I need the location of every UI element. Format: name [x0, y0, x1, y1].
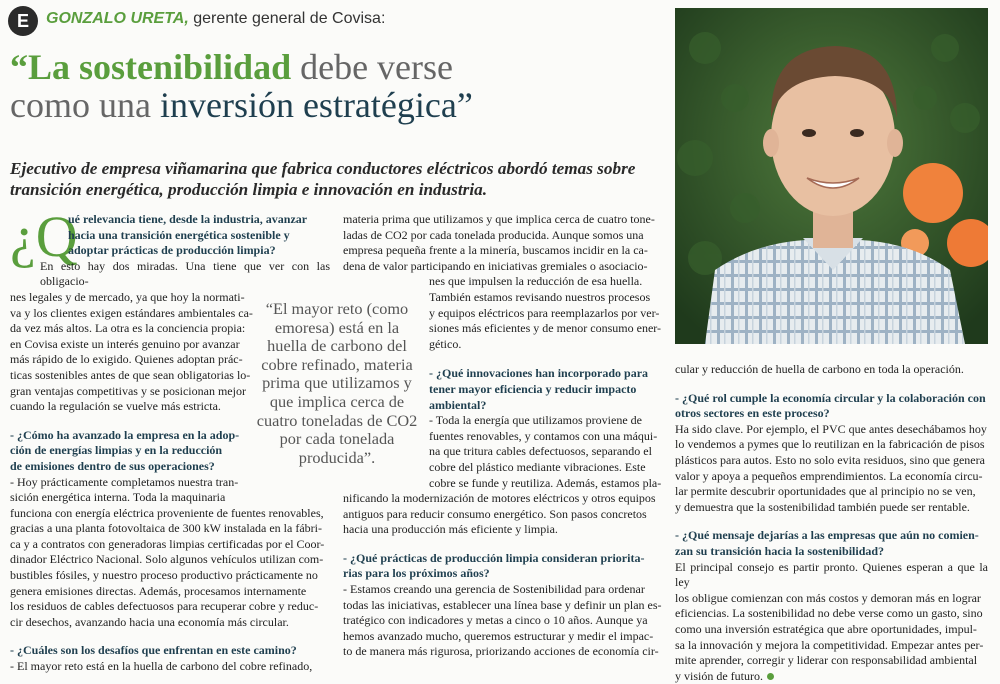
- answer-2-line: bustibles fósiles, y nuestro proceso productivo prácticamente no: [10, 568, 318, 583]
- answer-7-line: El principal consejo es partir pronto. Quienes esperan a que la ley: [675, 559, 988, 590]
- answer-2-line: cir desechos, avanzando hacia una economía más circular.: [10, 614, 289, 629]
- answer-6-line: plásticos para autos. Esto no solo evita residuos, sino que genera: [675, 452, 985, 467]
- answer-1-line: va y los clientes exigen estándares ambientales ca-: [10, 305, 253, 320]
- interviewee-role: gerente general de Covisa:: [188, 10, 386, 27]
- question-1-line: hacia una transición energética sostenible y: [68, 227, 290, 242]
- answer-4-line: cobre se funde y reutiliza. Además, estamos pla-: [429, 475, 662, 490]
- question-5-line: - ¿Qué prácticas de producción limpia consideran priorita-: [343, 550, 645, 565]
- answer-1-line: ticas sostenibles antes de que sean obligatorias lo-: [10, 367, 251, 382]
- question-2-line: - ¿Cómo ha avanzado la empresa en la adop-: [10, 427, 240, 442]
- answer-5-line: to de manera más rigurosa, priorizando acciones de economía cir-: [343, 644, 659, 659]
- headline-part3: como una: [10, 85, 160, 125]
- answer-4-line: cobre del plástico mediante vibraciones. Este: [429, 459, 646, 474]
- answer-6-line: valor y apoya a pequeños emprendimientos. La economía circu-: [675, 468, 983, 483]
- question-5-line: rias para los próximos años?: [343, 566, 490, 581]
- question-4-line: tener mayor eficiencia y reducir impacto: [429, 381, 637, 396]
- answer-6-line: y demuestra que la sostenibilidad también puede ser rentable.: [675, 499, 970, 514]
- answer-4-line: fuentes renovables, y contamos con una máqui-: [429, 428, 658, 443]
- answer-5-line: todas las iniciativas, establecer una línea base y definir un plan es-: [343, 597, 662, 612]
- pull-quote: “El mayor reto (como emoresa) está en la huella de carbono del cobre refinado, materia prima que utilizamos y que implica cerca de cuatro toneladas de CO2 por cada tonelada producida”.: [256, 299, 418, 467]
- answer-2-line: dinador Eléctrico Nacional. Solo algunos vehículos utilizan com-: [10, 552, 324, 567]
- answer-1-line: cuando la regulación se vuelve más estricta.: [10, 399, 221, 414]
- answer-3-line: nes que impulsen la reducción de esa huella.: [429, 274, 643, 289]
- answer-3-line: siones más eficientes y de menor consumo ener-: [429, 321, 662, 336]
- drop-cap: ¿Q: [10, 204, 78, 269]
- byline: [46, 10, 385, 28]
- answer-3-line: También estamos revisando nuestros procesos: [429, 289, 651, 304]
- answer-3-line: dena de valor participando en iniciativas gremiales o asociacio-: [343, 258, 648, 273]
- answer-3-line: - El mayor reto está en la huella de carbono del cobre refinado,: [10, 659, 313, 674]
- question-4-line: - ¿Qué innovaciones han incorporado para: [429, 366, 649, 381]
- answer-4-line: na que tritura cables defectuosos, separando el: [429, 444, 652, 459]
- answer-7-line: los obligue comienzan con más costos y demoran más en lograr: [675, 590, 981, 605]
- end-mark-icon: [767, 673, 774, 680]
- answer-1-line: da vez más altos. La otra es la conciencia propia:: [10, 321, 246, 336]
- interviewee-photo: [675, 8, 988, 344]
- question-2-line: de emisiones dentro de sus operaciones?: [10, 458, 215, 473]
- answer-4-line: - Toda la energía que utilizamos proviene de: [429, 413, 642, 428]
- headline-part2: debe verse: [291, 47, 454, 87]
- answer-2-line: sición energética interna. Toda la maquinaria: [10, 490, 226, 505]
- answer-2-line: funciona con energía eléctrica proveniente de fuentes renovables,: [10, 505, 324, 520]
- answer-2-line: gracias a una planta fotovoltaica de 300 kW instalada en la fábri-: [10, 521, 322, 536]
- answer-2-line: ca y a contratos con generadoras limpias certificadas por el Coor-: [10, 536, 325, 551]
- answer-3-line: gético.: [429, 336, 462, 351]
- answer-6-line: lar permite descubrir oportunidades que al principio no se ven,: [675, 484, 976, 499]
- question-7-line: zan su transición hacia la sostenibilidad?: [675, 543, 885, 558]
- answer-5-line: - Estamos creando una gerencia de Sostenibilidad para ordenar: [343, 582, 645, 597]
- headline-part1: “La sostenibilidad: [10, 47, 292, 87]
- answer-2-line: los residuos de cables defectuosos para recuperar cobre y reduc-: [10, 599, 319, 614]
- answer-7-last-line: y visión de futuro.: [675, 668, 763, 683]
- answer-4-line: nificando la modernización de motores eléctricos y otros equipos: [343, 491, 656, 506]
- column-2: [343, 212, 663, 660]
- answer-4-line: hacia una producción más eficiente y limpia.: [343, 522, 558, 537]
- answer-7-line: como una inversión estratégica que abre oportunidades, impul-: [675, 621, 977, 636]
- answer-7-line: sa la innovación y mejora la competitividad. Empezar antes per-: [675, 637, 984, 652]
- question-7-line: - ¿Qué mensaje dejarías a las empresas que aún no comien-: [675, 528, 979, 543]
- portrait-illustration: [675, 8, 988, 344]
- headline-part4: inversión estratégica”: [159, 85, 473, 125]
- answer-7-line: eficiencias. La sostenibilidad no debe verse como un gasto, sino: [675, 606, 983, 621]
- answer-1-line: gran ventajas competitivas y se posicionan mejor: [10, 383, 246, 398]
- answer-3-line: materia prima que utilizamos y que implica cerca de cuatro tone-: [343, 212, 655, 226]
- question-1-line: ué relevancia tiene, desde la industria, avanzar: [68, 212, 308, 226]
- question-2-line: ción de energías limpias y en la reducción: [10, 443, 223, 458]
- question-4-line: ambiental?: [429, 397, 487, 412]
- answer-1-line: en Covisa existe un interés genuino por avanzar: [10, 336, 240, 351]
- answer-2-line: genera emisiones directas. Además, procesamos internamente: [10, 583, 307, 598]
- answer-2-line: - Hoy prácticamente completamos nuestra tran-: [10, 474, 239, 489]
- question-1-line: adoptar prácticas de producción limpia?: [68, 243, 276, 258]
- answer-3-line: empresa pequeña frente a la minería, buscamos incidir en la ca-: [343, 243, 648, 258]
- answer-5-line: hemos avanzado mucho, queremos estructurar y medir el impac-: [343, 628, 654, 643]
- answer-6-line: lo vendemos a pymes que lo reutilizan en la fabricación de pisos: [675, 437, 985, 452]
- answer-7-line: mite aprender, corregir y liderar con responsabilidad ambiental: [675, 653, 978, 668]
- answer-1-line: En esto hay dos miradas. Una tiene que ver con las obligacio-: [40, 258, 330, 289]
- question-6-line: - ¿Qué rol cumple la economía circular y la colaboración con: [675, 390, 986, 405]
- answer-6-line: Ha sido clave. Por ejemplo, el PVC que antes desechábamos hoy: [675, 421, 987, 436]
- question-3-line: - ¿Cuáles son los desafíos que enfrentan en este camino?: [10, 643, 297, 658]
- answer-5-line: tratégico con indicadores y metas a cinco o 10 años. Aunque ya: [343, 613, 648, 628]
- lead-paragraph: Ejecutivo de empresa viñamarina que fabrica conductores eléctricos abordó temas sobre transición energética, producción limpia e innovación en industria.: [10, 159, 636, 199]
- question-6-line: otros sectores en este proceso?: [675, 406, 830, 421]
- answer-1-line: más rápido de lo exigido. Quienes adoptan prác-: [10, 352, 243, 367]
- answer-1-line: nes legales y de mercado, ya que hoy la normati-: [10, 289, 245, 304]
- column-3: [675, 362, 988, 684]
- answer-3-line: ladas de CO2 por cada tonelada producida. Aunque somos una: [343, 227, 644, 242]
- headline: [10, 48, 670, 124]
- answer-5-line: cular y reducción de huella de carbono en toda la operación.: [675, 362, 964, 376]
- answer-4-line: antiguos para reducir consumo energético. Son pasos concretos: [343, 506, 647, 521]
- answer-3-line: y equipos eléctricos para reemplazarlos por ver-: [429, 305, 660, 320]
- interviewee-name: GONZALO URETA,: [46, 10, 189, 27]
- section-badge: E: [8, 6, 38, 36]
